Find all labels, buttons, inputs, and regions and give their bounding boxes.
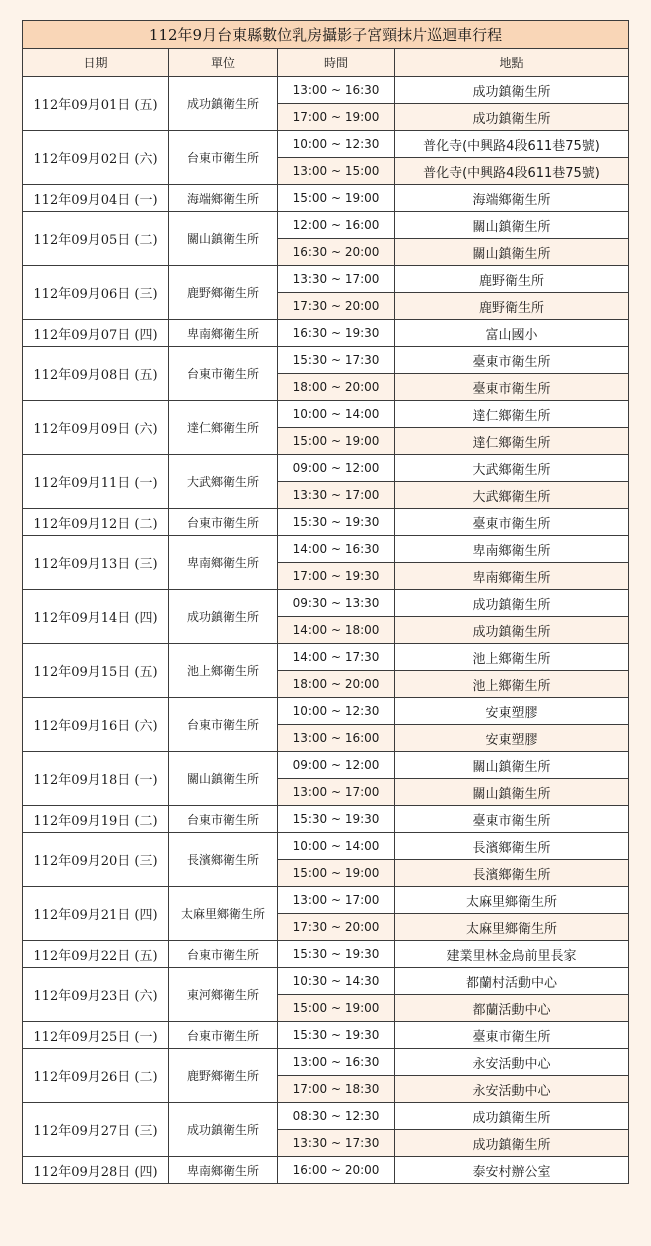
unit-cell: 長濱鄉衛生所 bbox=[169, 833, 278, 887]
date-cell: 112年09月22日 (五) bbox=[23, 941, 169, 968]
unit-cell: 海端鄉衛生所 bbox=[169, 185, 278, 212]
unit-cell: 台東市衛生所 bbox=[169, 347, 278, 401]
location-cell: 臺東市衛生所 bbox=[395, 509, 629, 536]
location-cell: 成功鎮衛生所 bbox=[395, 1103, 629, 1130]
time-cell: 14:00 ~ 18:00 bbox=[278, 617, 395, 644]
unit-cell: 大武鄉衛生所 bbox=[169, 455, 278, 509]
table-row bbox=[23, 77, 629, 104]
date-cell: 112年09月12日 (二) bbox=[23, 509, 169, 536]
location-cell: 安東塑膠 bbox=[395, 725, 629, 752]
time-cell: 16:00 ~ 20:00 bbox=[278, 1157, 395, 1184]
header-unit: 單位 bbox=[169, 49, 278, 77]
unit-cell: 關山鎮衛生所 bbox=[169, 752, 278, 806]
location-cell: 普化寺(中興路4段611巷75號) bbox=[395, 158, 629, 185]
location-cell: 大武鄉衛生所 bbox=[395, 455, 629, 482]
unit-cell: 鹿野鄉衛生所 bbox=[169, 266, 278, 320]
time-cell: 15:00 ~ 19:00 bbox=[278, 428, 395, 455]
table-row bbox=[23, 698, 629, 725]
location-cell: 普化寺(中興路4段611巷75號) bbox=[395, 131, 629, 158]
table-row bbox=[23, 1022, 629, 1049]
unit-cell: 卑南鄉衛生所 bbox=[169, 1157, 278, 1184]
location-cell: 永安活動中心 bbox=[395, 1076, 629, 1103]
table-row bbox=[23, 968, 629, 995]
table-row bbox=[23, 644, 629, 671]
location-cell: 達仁鄉衛生所 bbox=[395, 401, 629, 428]
location-cell: 長濱鄉衛生所 bbox=[395, 860, 629, 887]
table-row bbox=[23, 833, 629, 860]
date-cell: 112年09月01日 (五) bbox=[23, 77, 169, 131]
time-cell: 13:00 ~ 17:00 bbox=[278, 887, 395, 914]
time-cell: 09:00 ~ 12:00 bbox=[278, 752, 395, 779]
date-cell: 112年09月14日 (四) bbox=[23, 590, 169, 644]
date-cell: 112年09月21日 (四) bbox=[23, 887, 169, 941]
date-cell: 112年09月05日 (二) bbox=[23, 212, 169, 266]
date-cell: 112年09月27日 (三) bbox=[23, 1103, 169, 1157]
date-cell: 112年09月06日 (三) bbox=[23, 266, 169, 320]
location-cell: 成功鎮衛生所 bbox=[395, 104, 629, 131]
header-date: 日期 bbox=[23, 49, 169, 77]
time-cell: 13:00 ~ 16:30 bbox=[278, 77, 395, 104]
date-cell: 112年09月04日 (一) bbox=[23, 185, 169, 212]
unit-cell: 關山鎮衛生所 bbox=[169, 212, 278, 266]
time-cell: 10:30 ~ 14:30 bbox=[278, 968, 395, 995]
unit-cell: 台東市衛生所 bbox=[169, 1022, 278, 1049]
time-cell: 15:30 ~ 19:30 bbox=[278, 1022, 395, 1049]
location-cell: 大武鄉衛生所 bbox=[395, 482, 629, 509]
location-cell: 池上鄉衛生所 bbox=[395, 644, 629, 671]
date-cell: 112年09月13日 (三) bbox=[23, 536, 169, 590]
date-cell: 112年09月25日 (一) bbox=[23, 1022, 169, 1049]
unit-cell: 東河鄉衛生所 bbox=[169, 968, 278, 1022]
header-row bbox=[23, 49, 629, 77]
location-cell: 成功鎮衛生所 bbox=[395, 1130, 629, 1157]
date-cell: 112年09月15日 (五) bbox=[23, 644, 169, 698]
schedule-container bbox=[22, 20, 628, 1184]
time-cell: 17:30 ~ 20:00 bbox=[278, 914, 395, 941]
time-cell: 13:30 ~ 17:00 bbox=[278, 266, 395, 293]
time-cell: 15:30 ~ 19:30 bbox=[278, 941, 395, 968]
table-row bbox=[23, 1103, 629, 1130]
time-cell: 15:00 ~ 19:00 bbox=[278, 860, 395, 887]
table-row bbox=[23, 887, 629, 914]
header-time: 時間 bbox=[278, 49, 395, 77]
time-cell: 13:30 ~ 17:00 bbox=[278, 482, 395, 509]
unit-cell: 卑南鄉衛生所 bbox=[169, 320, 278, 347]
date-cell: 112年09月26日 (二) bbox=[23, 1049, 169, 1103]
location-cell: 臺東市衛生所 bbox=[395, 806, 629, 833]
location-cell: 成功鎮衛生所 bbox=[395, 77, 629, 104]
unit-cell: 台東市衛生所 bbox=[169, 698, 278, 752]
table-row bbox=[23, 266, 629, 293]
location-cell: 池上鄉衛生所 bbox=[395, 671, 629, 698]
location-cell: 長濱鄉衛生所 bbox=[395, 833, 629, 860]
date-cell: 112年09月09日 (六) bbox=[23, 401, 169, 455]
time-cell: 18:00 ~ 20:00 bbox=[278, 374, 395, 401]
time-cell: 13:00 ~ 17:00 bbox=[278, 779, 395, 806]
unit-cell: 成功鎮衛生所 bbox=[169, 77, 278, 131]
table-row bbox=[23, 455, 629, 482]
location-cell: 太麻里鄉衛生所 bbox=[395, 887, 629, 914]
location-cell: 建業里林金鳥前里長家 bbox=[395, 941, 629, 968]
unit-cell: 台東市衛生所 bbox=[169, 806, 278, 833]
unit-cell: 成功鎮衛生所 bbox=[169, 1103, 278, 1157]
date-cell: 112年09月11日 (一) bbox=[23, 455, 169, 509]
time-cell: 15:00 ~ 19:00 bbox=[278, 185, 395, 212]
time-cell: 08:30 ~ 12:30 bbox=[278, 1103, 395, 1130]
table-row bbox=[23, 590, 629, 617]
location-cell: 卑南鄉衛生所 bbox=[395, 563, 629, 590]
unit-cell: 成功鎮衛生所 bbox=[169, 590, 278, 644]
location-cell: 關山鎮衛生所 bbox=[395, 752, 629, 779]
table-row bbox=[23, 509, 629, 536]
unit-cell: 池上鄉衛生所 bbox=[169, 644, 278, 698]
location-cell: 成功鎮衛生所 bbox=[395, 590, 629, 617]
time-cell: 17:00 ~ 19:30 bbox=[278, 563, 395, 590]
location-cell: 都蘭活動中心 bbox=[395, 995, 629, 1022]
time-cell: 10:00 ~ 12:30 bbox=[278, 698, 395, 725]
location-cell: 臺東市衛生所 bbox=[395, 347, 629, 374]
location-cell: 太麻里鄉衛生所 bbox=[395, 914, 629, 941]
date-cell: 112年09月19日 (二) bbox=[23, 806, 169, 833]
date-cell: 112年09月08日 (五) bbox=[23, 347, 169, 401]
location-cell: 關山鎮衛生所 bbox=[395, 212, 629, 239]
schedule-table bbox=[22, 20, 629, 1184]
date-cell: 112年09月18日 (一) bbox=[23, 752, 169, 806]
time-cell: 17:30 ~ 20:00 bbox=[278, 293, 395, 320]
location-cell: 成功鎮衛生所 bbox=[395, 617, 629, 644]
time-cell: 10:00 ~ 14:00 bbox=[278, 401, 395, 428]
table-row bbox=[23, 941, 629, 968]
time-cell: 15:30 ~ 19:30 bbox=[278, 806, 395, 833]
location-cell: 都蘭村活動中心 bbox=[395, 968, 629, 995]
unit-cell: 台東市衛生所 bbox=[169, 941, 278, 968]
time-cell: 14:00 ~ 16:30 bbox=[278, 536, 395, 563]
unit-cell: 達仁鄉衛生所 bbox=[169, 401, 278, 455]
location-cell: 臺東市衛生所 bbox=[395, 374, 629, 401]
location-cell: 臺東市衛生所 bbox=[395, 1022, 629, 1049]
time-cell: 14:00 ~ 17:30 bbox=[278, 644, 395, 671]
date-cell: 112年09月02日 (六) bbox=[23, 131, 169, 185]
table-row bbox=[23, 347, 629, 374]
time-cell: 16:30 ~ 19:30 bbox=[278, 320, 395, 347]
date-cell: 112年09月16日 (六) bbox=[23, 698, 169, 752]
table-row bbox=[23, 1049, 629, 1076]
time-cell: 15:30 ~ 17:30 bbox=[278, 347, 395, 374]
date-cell: 112年09月07日 (四) bbox=[23, 320, 169, 347]
unit-cell: 鹿野鄉衛生所 bbox=[169, 1049, 278, 1103]
table-row bbox=[23, 1157, 629, 1184]
header-location: 地點 bbox=[395, 49, 629, 77]
time-cell: 09:00 ~ 12:00 bbox=[278, 455, 395, 482]
location-cell: 達仁鄉衛生所 bbox=[395, 428, 629, 455]
unit-cell: 太麻里鄉衛生所 bbox=[169, 887, 278, 941]
unit-cell: 卑南鄉衛生所 bbox=[169, 536, 278, 590]
location-cell: 鹿野衛生所 bbox=[395, 293, 629, 320]
time-cell: 18:00 ~ 20:00 bbox=[278, 671, 395, 698]
location-cell: 海端鄉衛生所 bbox=[395, 185, 629, 212]
time-cell: 10:00 ~ 12:30 bbox=[278, 131, 395, 158]
time-cell: 10:00 ~ 14:00 bbox=[278, 833, 395, 860]
schedule-body bbox=[23, 77, 629, 1184]
unit-cell: 台東市衛生所 bbox=[169, 131, 278, 185]
unit-cell: 台東市衛生所 bbox=[169, 509, 278, 536]
title-row bbox=[23, 21, 629, 49]
time-cell: 13:30 ~ 17:30 bbox=[278, 1130, 395, 1157]
time-cell: 13:00 ~ 16:30 bbox=[278, 1049, 395, 1076]
table-row bbox=[23, 185, 629, 212]
table-title: 112年9月台東縣數位乳房攝影子宮頸抹片巡迴車行程 bbox=[23, 21, 629, 49]
location-cell: 永安活動中心 bbox=[395, 1049, 629, 1076]
time-cell: 17:00 ~ 18:30 bbox=[278, 1076, 395, 1103]
date-cell: 112年09月23日 (六) bbox=[23, 968, 169, 1022]
time-cell: 17:00 ~ 19:00 bbox=[278, 104, 395, 131]
table-row bbox=[23, 212, 629, 239]
table-row bbox=[23, 401, 629, 428]
time-cell: 16:30 ~ 20:00 bbox=[278, 239, 395, 266]
time-cell: 12:00 ~ 16:00 bbox=[278, 212, 395, 239]
time-cell: 15:30 ~ 19:30 bbox=[278, 509, 395, 536]
location-cell: 卑南鄉衛生所 bbox=[395, 536, 629, 563]
table-row bbox=[23, 131, 629, 158]
location-cell: 關山鎮衛生所 bbox=[395, 239, 629, 266]
table-row bbox=[23, 536, 629, 563]
date-cell: 112年09月20日 (三) bbox=[23, 833, 169, 887]
date-cell: 112年09月28日 (四) bbox=[23, 1157, 169, 1184]
location-cell: 安東塑膠 bbox=[395, 698, 629, 725]
location-cell: 關山鎮衛生所 bbox=[395, 779, 629, 806]
table-row bbox=[23, 320, 629, 347]
time-cell: 15:00 ~ 19:00 bbox=[278, 995, 395, 1022]
time-cell: 09:30 ~ 13:30 bbox=[278, 590, 395, 617]
location-cell: 鹿野衛生所 bbox=[395, 266, 629, 293]
time-cell: 13:00 ~ 15:00 bbox=[278, 158, 395, 185]
time-cell: 13:00 ~ 16:00 bbox=[278, 725, 395, 752]
table-row bbox=[23, 752, 629, 779]
table-row bbox=[23, 806, 629, 833]
location-cell: 泰安村辦公室 bbox=[395, 1157, 629, 1184]
location-cell: 富山國小 bbox=[395, 320, 629, 347]
